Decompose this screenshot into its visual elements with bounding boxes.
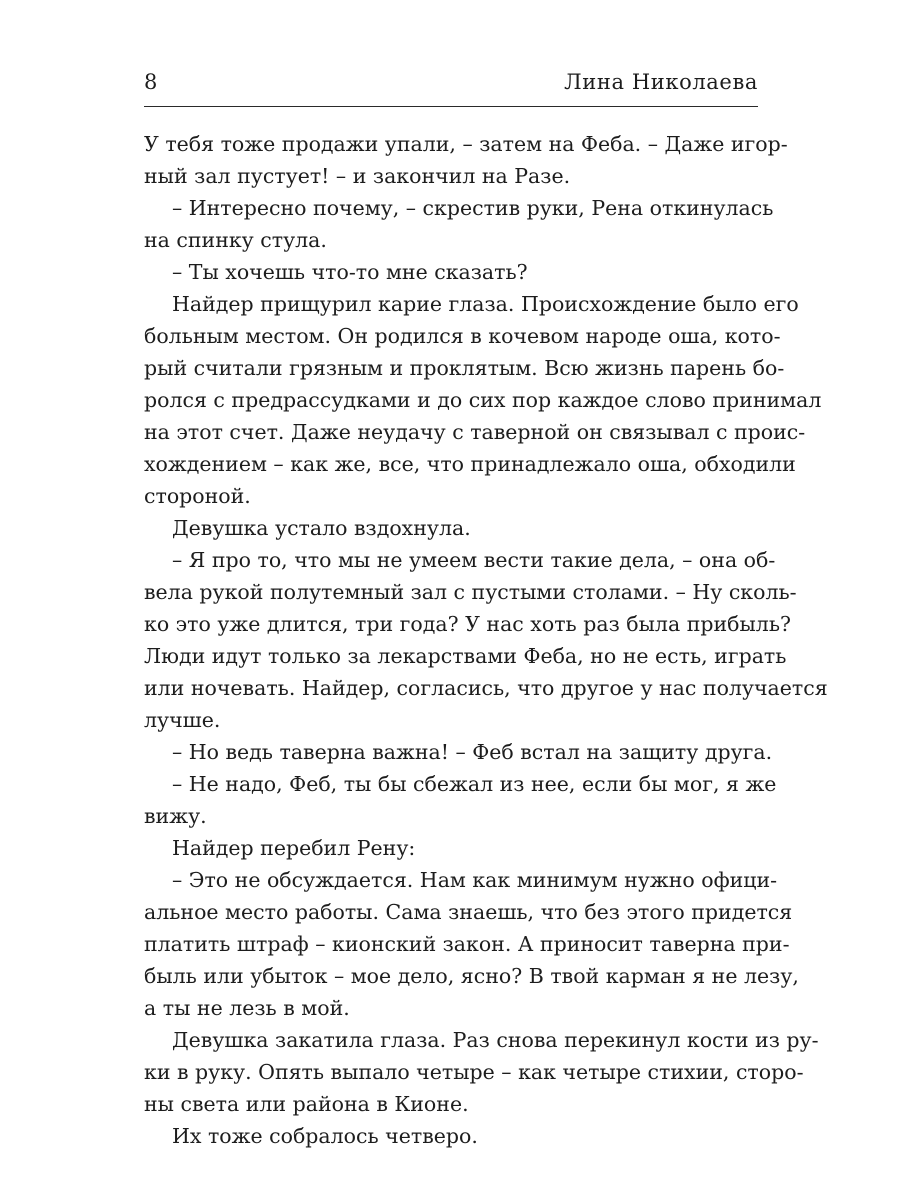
text-line: на спинку стула. xyxy=(144,228,327,252)
text-line: больным местом. Он родился в кочевом народе оша, кото- xyxy=(144,324,781,348)
text-line: Найдер перебил Рену: xyxy=(172,836,416,860)
text-line: альное место работы. Сама знаешь, что без этого придется xyxy=(144,900,793,924)
text-line: хождением – как же, все, что принадлежало оша, обходили xyxy=(144,452,796,476)
running-title-author: Лина Николаева xyxy=(564,70,758,94)
text-line: У тебя тоже продажи упали, – затем на Феба. – Даже игор- xyxy=(144,132,788,156)
text-line: Девушка закатила глаза. Раз снова перекинул кости из ру- xyxy=(172,1028,819,1052)
body-text xyxy=(144,128,828,1152)
text-line: – Ты хочешь что-то мне сказать? xyxy=(172,260,528,284)
text-line: ки в руку. Опять выпало четыре – как четыре стихии, сторо- xyxy=(144,1060,804,1084)
page-number: 8 xyxy=(144,70,158,94)
text-line: Люди идут только за лекарствами Феба, но не есть, играть xyxy=(144,644,787,668)
text-line: вела рукой полутемный зал с пустыми столами. – Ну сколь- xyxy=(144,580,797,604)
text-line: – Интересно почему, – скрестив руки, Рена откинулась xyxy=(172,196,774,220)
text-line: или ночевать. Найдер, согласись, что другое у нас получается xyxy=(144,676,828,700)
text-line: ко это уже длится, три года? У нас хоть раз была прибыль? xyxy=(144,612,791,636)
text-line: стороной. xyxy=(144,484,251,508)
text-line: лучше. xyxy=(144,708,221,732)
text-line: рый считали грязным и проклятым. Всю жизнь парень бо- xyxy=(144,356,785,380)
text-line: быль или убыток – мое дело, ясно? В твой карман я не лезу, xyxy=(144,964,799,988)
running-head xyxy=(144,66,758,98)
text-line: Найдер прищурил карие глаза. Происхождение было его xyxy=(172,292,799,316)
text-line: – Но ведь таверна важна! – Феб встал на защиту друга. xyxy=(172,740,773,764)
text-line: – Это не обсуждается. Нам как минимум нужно офици- xyxy=(172,868,778,892)
text-line: на этот счет. Даже неудачу с таверной он связывал с проис- xyxy=(144,420,806,444)
text-line: а ты не лезь в мой. xyxy=(144,996,350,1020)
text-line: – Я про то, что мы не умеем вести такие дела, – она об- xyxy=(172,548,776,572)
text-line: ный зал пустует! – и закончил на Разе. xyxy=(144,164,571,188)
text-line: – Не надо, Феб, ты бы сбежал из нее, если бы мог, я же xyxy=(172,772,777,796)
header-rule xyxy=(144,106,758,107)
text-line: вижу. xyxy=(144,804,207,828)
text-line: ролся с предрассудками и до сих пор каждое слово принимал xyxy=(144,388,822,412)
text-line: Их тоже собралось четверо. xyxy=(172,1124,478,1148)
text-line: Девушка устало вздохнула. xyxy=(172,516,471,540)
text-line: платить штраф – кионский закон. А приносит таверна при- xyxy=(144,932,790,956)
text-line: ны света или района в Кионе. xyxy=(144,1092,469,1116)
